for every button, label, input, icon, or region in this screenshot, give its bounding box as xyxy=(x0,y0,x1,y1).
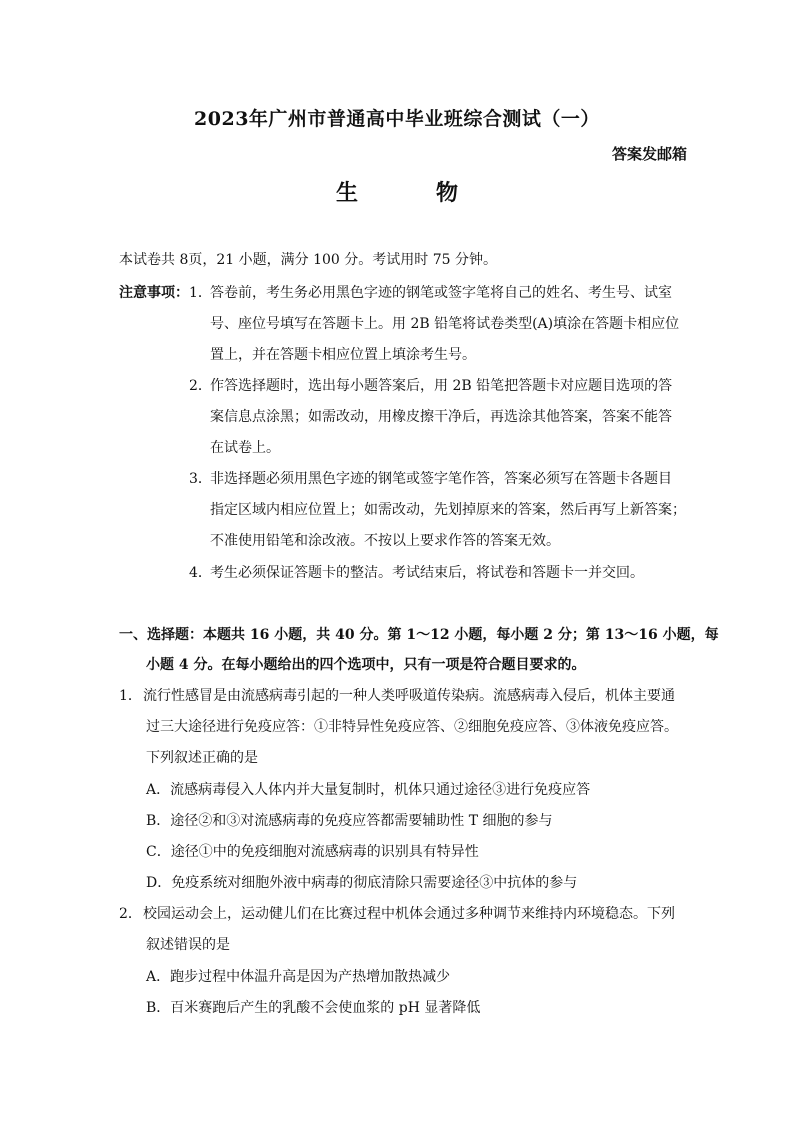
section-1-heading-cont: 小题 4 分。在每小题给出的四个选项中，只有一项是符合题目要求的。 xyxy=(146,657,586,673)
note-3-line-3: 不准使用铅笔和涂改液。不按以上要求作答的答案无效。 xyxy=(210,533,560,549)
question-1-option-a: A．流感病毒侵入人体内并大量复制时，机体只通过途径③进行免疫应答 xyxy=(146,782,591,798)
question-1-line-2: 过三大途径进行免疫应答：①非特异性免疫应答、②细胞免疫应答、③体液免疫应答。 xyxy=(146,719,678,735)
note-2-number: 2． xyxy=(189,378,212,394)
exam-intro: 本试卷共 8页，21 小题，满分 100 分。考试用时 75 分钟。 xyxy=(119,252,497,268)
note-2-line-1: 作答选择题时，选出每小题答案后，用 2B 铅笔把答题卡对应题目选项的答 xyxy=(210,378,673,394)
question-2-option-b: B．百米赛跑后产生的乳酸不会使血浆的 pH 显著降低 xyxy=(146,1000,481,1016)
note-3-line-1: 非选择题必须用黑色字迹的钢笔或签字笔作答，答案必须写在答题卡各题目 xyxy=(210,471,672,487)
notes-label: 注意事项： xyxy=(119,285,189,301)
question-2-line-2: 叙述错误的是 xyxy=(146,937,230,953)
question-2-number: 2． xyxy=(119,906,142,922)
question-1-line-3: 下列叙述正确的是 xyxy=(146,750,258,766)
header-tag: 答案发邮箱 xyxy=(611,145,687,163)
question-1-option-d: D．免疫系统对细胞外液中病毒的彻底清除只需要途径③中抗体的参与 xyxy=(146,875,578,891)
question-1-number: 1． xyxy=(119,688,142,704)
question-1-line-1: 流行性感冒是由流感病毒引起的一种人类呼吸道传染病。流感病毒入侵后，机体主要通 xyxy=(143,688,675,704)
note-1-line-2: 号、座位号填写在答题卡上。用 2B 铅笔将试卷类型(A)填涂在答题卡相应位 xyxy=(210,316,680,332)
question-2-option-a: A．跑步过程中体温升高是因为产热增加散热减少 xyxy=(146,969,451,985)
note-2-line-3: 在试卷上。 xyxy=(210,440,280,456)
question-1-option-b: B．途径②和③对流感病毒的免疫应答都需要辅助性 T 细胞的参与 xyxy=(146,813,553,829)
note-1-line-3: 置上，并在答题卡相应位置上填涂考生号。 xyxy=(210,347,476,363)
section-1-heading: 一、选择题：本题共 16 小题，共 40 分。第 1～12 小题，每小题 2 分；第 13～16 小题，每 xyxy=(119,627,719,643)
question-2-line-1: 校园运动会上，运动健儿们在比赛过程中机体会通过多种调节来维持内环境稳态。下列 xyxy=(143,906,675,922)
note-1-line-1: 答卷前，考生务必用黑色字迹的钢笔或签字笔将自己的姓名、考生号、试室 xyxy=(210,285,672,301)
note-2-line-2: 案信息点涂黑；如需改动，用橡皮擦干净后，再选涂其他答案，答案不能答 xyxy=(210,409,672,425)
note-3-line-2: 指定区域内相应位置上；如需改动，先划掉原来的答案，然后再写上新答案； xyxy=(210,502,686,518)
note-3-number: 3． xyxy=(189,471,212,487)
note-4-number: 4． xyxy=(189,565,212,581)
exam-title: 2023年广州市普通高中毕业班综合测试（一） xyxy=(194,108,600,130)
note-4-line-1: 考生必须保证答题卡的整洁。考试结束后，将试卷和答题卡一并交回。 xyxy=(210,565,644,581)
question-1-option-c: C．途径①中的免疫细胞对流感病毒的识别具有特异性 xyxy=(146,844,479,860)
note-1-number: 1． xyxy=(189,285,212,301)
subject-title: 生 物 xyxy=(335,180,486,206)
